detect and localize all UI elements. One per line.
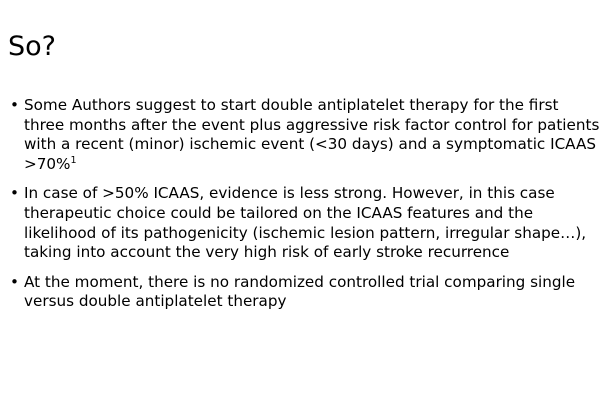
- list-item-body: In case of >50% ICAAS, evidence is less strong. However, in this case therapeutic choice could be tailored on the ICAAS features and the likelihood of its pathogenicity (ischemic lesion pattern, irregular shape…), taking into account the very high risk of early stroke recurrence: [24, 184, 587, 262]
- list-item-text: [24, 184, 600, 262]
- list-item-text: [24, 273, 600, 312]
- slide-title: So?: [8, 31, 56, 62]
- list-item-body: At the moment, there is no randomized controlled trial comparing single versus double antiplatelet therapy: [24, 272, 576, 311]
- list-item-reference: 1: [70, 154, 77, 166]
- slide-body-bullet-list: [8, 96, 600, 312]
- list-item-body: Some Authors suggest to start double antiplatelet therapy for the first three months after the event plus aggressive risk factor control for patients with a recent (minor) ischemic event (<30 days) and a symptomatic ICAAS >70%: [24, 96, 600, 173]
- list-item: [8, 273, 600, 312]
- bullet-dot-icon: •: [10, 184, 19, 203]
- list-item-text: [24, 96, 600, 174]
- list-item: [8, 96, 600, 174]
- list-item: [8, 184, 600, 262]
- bullet-dot-icon: •: [10, 272, 19, 291]
- bullet-dot-icon: •: [10, 96, 19, 114]
